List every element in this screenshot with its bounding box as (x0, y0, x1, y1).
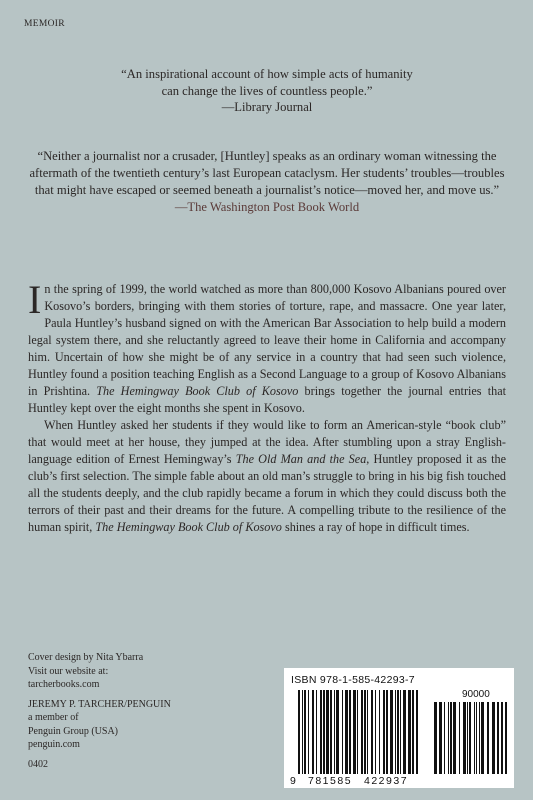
para1-text-a: n the spring of 1999, the world watched as more than 800,000 Kosovo Albanians poured over Kosovo’s borders, bringing with them stories of torture, rape, and massacre. One year later, Paula Huntley’s husband signed on with the American Bar Association to help build a modern legal system there, and she reluctantly agreed to leave their home in California and accompany him. Uncertain of how she might be of any service in a country that had seen such violence, Huntley found a position teaching English as a Second Language to a group of Kosovo Albanians in Prishtina. (28, 282, 506, 398)
barcode-bar (367, 690, 368, 774)
barcode-bar (412, 690, 414, 774)
barcode-bar (304, 690, 306, 774)
para1-text-b: brings together the journal entries that Huntley kept over the eight months she spent in Kosovo. (28, 384, 506, 415)
publisher-credits (28, 651, 171, 771)
barcode-digits-group-2: 422937 (364, 775, 409, 787)
barcode-digit-first: 9 (290, 775, 296, 787)
barcode-bar (383, 690, 385, 774)
barcode-bar (463, 702, 466, 774)
para2-text-c: shines a ray of hope in difficult times. (281, 520, 470, 534)
barcode-bar (408, 690, 411, 774)
book-description (28, 277, 506, 536)
description-paragraph-2 (28, 417, 506, 536)
main-barcode-bars (298, 690, 418, 774)
barcode-bar (434, 702, 437, 774)
barcode-bar (501, 702, 503, 774)
barcode-bar (497, 702, 499, 774)
barcode-bar (326, 690, 329, 774)
barcode-bar (448, 702, 449, 774)
publisher-name: JEREMY P. TARCHER/PENGUIN (28, 698, 171, 710)
barcode-bar (379, 690, 380, 774)
barcode-bar (308, 690, 309, 774)
barcode-bar (450, 702, 452, 774)
addon-barcode-bars (434, 702, 507, 774)
barcode-bar (400, 690, 401, 774)
barcode-bar (349, 690, 351, 774)
barcode-bar (361, 690, 363, 774)
barcode-bar (330, 690, 332, 774)
barcode-bar (345, 690, 348, 774)
barcode-bar (481, 702, 484, 774)
description-paragraph-1 (28, 277, 506, 417)
barcode-bar (386, 690, 388, 774)
barcode-bar (357, 690, 358, 774)
quote2-attribution: —The Washington Post Book World (174, 200, 360, 214)
barcode-bar (395, 690, 396, 774)
quote1-attribution: —Library Journal (221, 100, 313, 114)
drop-cap: I (28, 277, 42, 322)
barcode-bar (302, 690, 303, 774)
website-url: tarcherbooks.com (28, 679, 100, 690)
barcode-bar (476, 702, 477, 774)
review-quote-library-journal (60, 66, 474, 116)
barcode-bar (364, 690, 366, 774)
category-label: MEMOIR (24, 19, 65, 29)
para2-book-title-2: The Hemingway Book Club of Kosovo (95, 520, 282, 534)
barcode-digits-group-1: 781585 (308, 775, 353, 787)
barcode-bar (487, 702, 489, 774)
barcode-bar (505, 702, 507, 774)
barcode-bar (439, 702, 442, 774)
barcode-bar (444, 702, 445, 774)
barcode-bar (298, 690, 300, 774)
barcode-bar (397, 690, 399, 774)
para2-book-title-1: The Old Man and the Sea (235, 452, 367, 466)
isbn-barcode (284, 668, 514, 788)
penguin-group: Penguin Group (USA) (28, 725, 118, 737)
barcode-bar (336, 690, 339, 774)
barcode-bar (403, 690, 406, 774)
barcode-bar (353, 690, 356, 774)
barcode-bar (479, 702, 480, 774)
barcode-bar (390, 690, 393, 774)
price-code-digits: 90000 (462, 689, 490, 700)
barcode-bar (342, 690, 343, 774)
barcode-bar (320, 690, 322, 774)
para1-book-title: The Hemingway Book Club of Kosovo (96, 384, 299, 398)
barcode-bar (316, 690, 317, 774)
barcode-bar (323, 690, 325, 774)
cover-design-credit: Cover design by Nita Ybarra (28, 652, 144, 663)
isbn-text: ISBN 978-1-585-42293-7 (291, 674, 415, 686)
barcode-bar (492, 702, 495, 774)
barcode-bar (416, 690, 418, 774)
quote1-line2: can change the lives of countless people.” (161, 83, 373, 98)
penguin-url: penguin.com (28, 739, 80, 750)
barcode-bar (375, 690, 376, 774)
quote2-text: “Neither a journalist nor a crusader, [Huntley] speaks as an ordinary woman witnessing the aftermath of the twentieth century’s last European cataclysm. Her students’ troubles—troubles that might have escaped or seemed beneath a journalist’s notice—moved her, and move us.” (29, 149, 505, 197)
barcode-bar (371, 690, 373, 774)
review-quote-washington-post (28, 148, 506, 216)
quote1-line1: “An inspirational account of how simple acts of humanity (121, 67, 413, 81)
barcode-bar (469, 702, 471, 774)
barcode-bar (453, 702, 456, 774)
barcode-bar (312, 690, 314, 774)
visit-website-text: Visit our website at: (28, 665, 109, 677)
barcode-bar (334, 690, 335, 774)
barcode-bar (467, 702, 468, 774)
member-of-text: a member of (28, 712, 79, 723)
barcode-bar (474, 702, 475, 774)
price-code-label: 0402 (28, 758, 48, 770)
barcode-graphic (284, 668, 514, 788)
barcode-bar (459, 702, 460, 774)
para2-text-a: When Huntley asked her students if they would like to form an American-style “book club” that would meet at her house, they jumped at the idea. After stumbling upon a stray English-language edition of Ernest Hemingway’s (28, 418, 506, 466)
para2-text-b: , Huntley proposed it as the club’s first selection. The simple fable about an old man’s struggle to bring in his big fish touched all the students deeply, and the club rapidly became a forum in which they could discuss both the terrors of their past and their dreams for the future. A compelling tribute to the resilience of the human spirit, (28, 452, 506, 534)
